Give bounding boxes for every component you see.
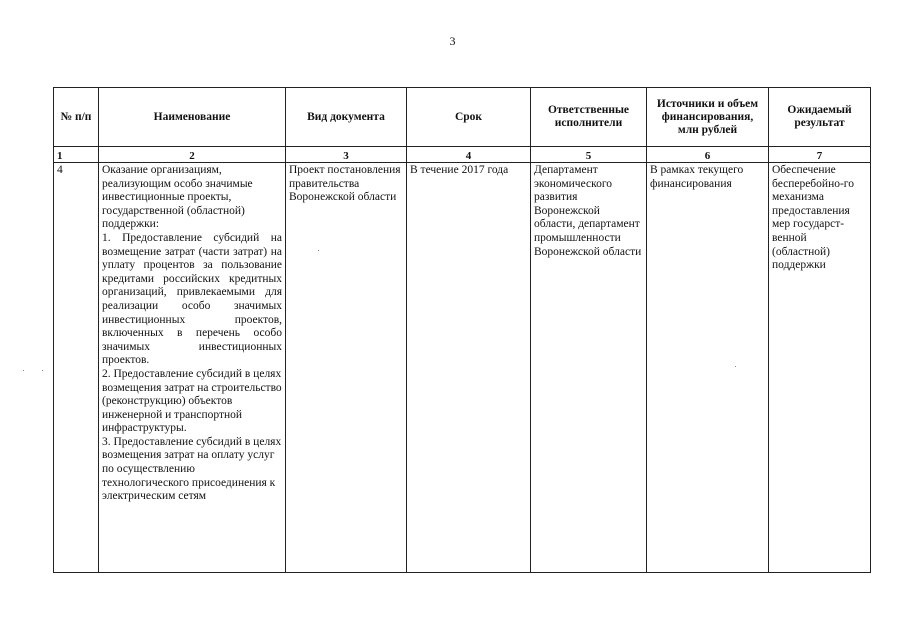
table-row — [54, 163, 871, 573]
row-financing: В рамках текущего финансирования — [647, 163, 769, 573]
column-number-2: 2 — [99, 147, 286, 163]
row-name-item-3: 3. Предоставление субсидий в целях возмещения затрат на оплату услуг по осуществлению технологического присоединения к электрическим сетям — [102, 435, 282, 503]
scan-speck — [23, 370, 24, 371]
column-number-4: 4 — [407, 147, 531, 163]
header-name: Наименование — [99, 88, 286, 147]
header-result: Ожидаемый результат — [769, 88, 871, 147]
column-number-7: 7 — [769, 147, 871, 163]
plan-table — [53, 87, 871, 573]
row-number: 4 — [54, 163, 99, 573]
header-document-type: Вид документа — [286, 88, 407, 147]
column-number-6: 6 — [647, 147, 769, 163]
scan-speck — [735, 366, 736, 367]
column-number-3: 3 — [286, 147, 407, 163]
column-number-5: 5 — [531, 147, 647, 163]
row-executors: Департамент экономического развития Воронежской области, департамент промышленности Воронежской области — [531, 163, 647, 573]
column-number-1: 1 — [54, 147, 99, 163]
row-name-intro: Оказание организациям, реализующим особо значимые инвестиционные проекты, государственной (областной) поддержки: — [102, 164, 253, 231]
row-name-item-2: 2. Предоставление субсидий в целях возмещения затрат на строительство (реконструкцию) объектов инженерной и транспортной инфраструктуры. — [102, 367, 282, 435]
column-number-row — [54, 147, 871, 163]
row-result: Обеспечение бесперебойно-го механизма предоставления мер государст-венной (областной) поддержки — [769, 163, 871, 573]
row-name-item-1: 1. Предоставление субсидий на возмещение затрат (части затрат) на уплату процентов за пользование кредитами российских кредитных организаций, привлекаемыми для реализации особо значимых инвестиционных проектов, включенных в перечень особо значимых инвестиционных проектов. — [102, 231, 282, 367]
header-term: Срок — [407, 88, 531, 147]
header-number: № п/п — [54, 88, 99, 147]
header-row — [54, 88, 871, 147]
scan-speck — [318, 250, 319, 251]
header-executors: Ответственные исполнители — [531, 88, 647, 147]
header-financing: Источники и объем финансирования, млн рублей — [647, 88, 769, 147]
row-name-cell — [99, 163, 286, 573]
scan-speck — [42, 370, 43, 371]
page-number: 3 — [449, 34, 456, 48]
row-document-type: Проект постановления правительства Воронежской области — [286, 163, 407, 573]
row-term: В течение 2017 года — [407, 163, 531, 573]
